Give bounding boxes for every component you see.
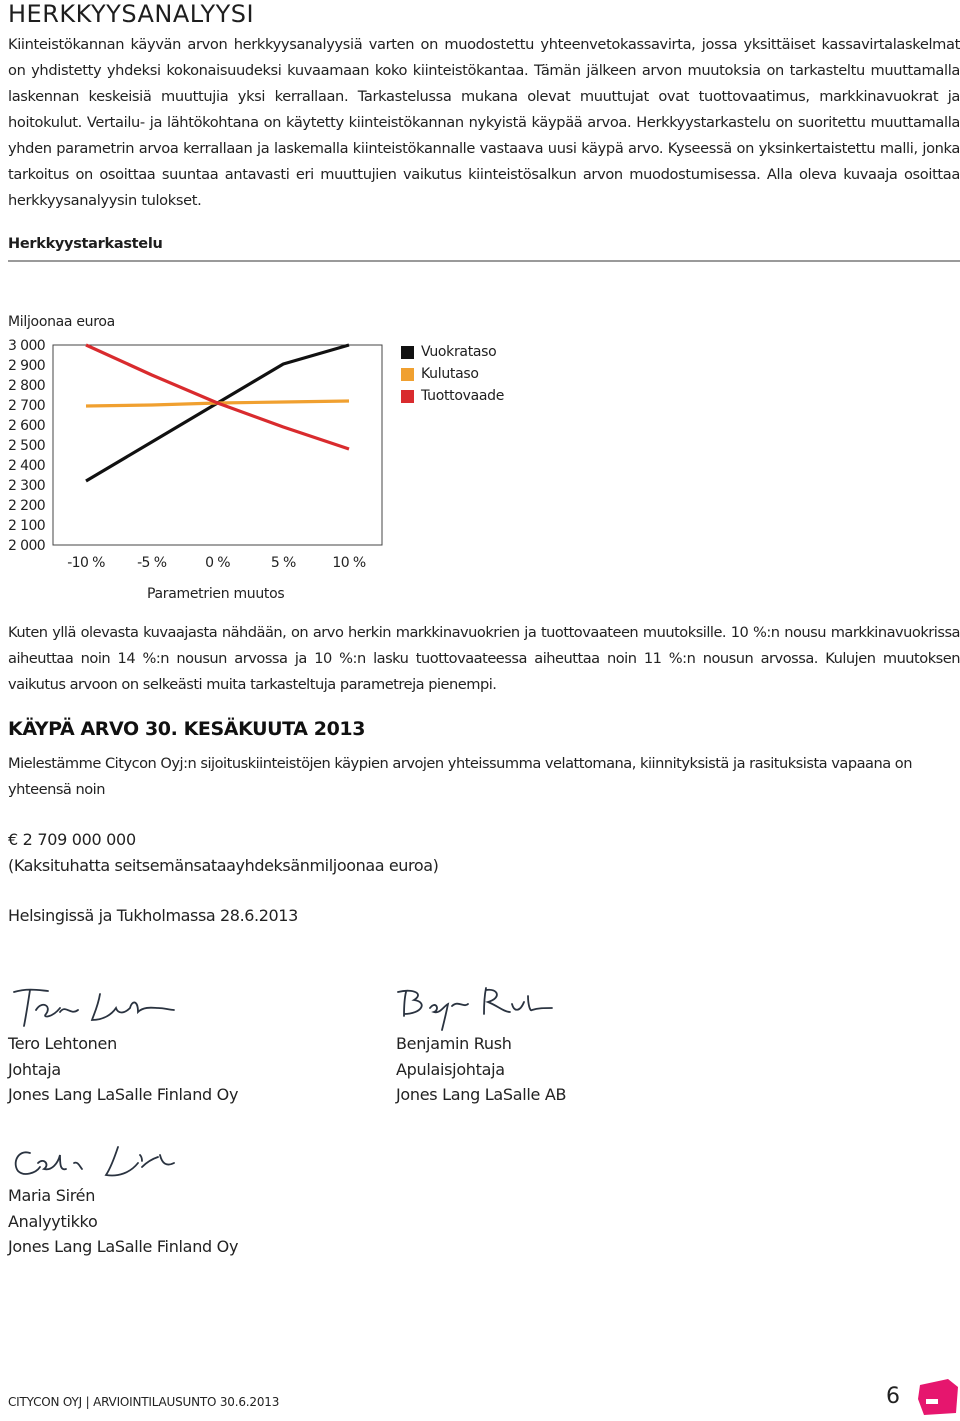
signature-benjamin-rush: [394, 978, 554, 1038]
section-heading: Herkkyystarkastelu: [8, 236, 163, 252]
y-tick-label: 2 200: [8, 498, 46, 514]
y-tick-label: 2 900: [8, 358, 46, 374]
y-tick-label: 2 000: [8, 538, 46, 554]
signatory-block: [8, 1183, 238, 1260]
citycon-logo-icon: [918, 1377, 960, 1417]
legend-label: Kulutaso: [421, 366, 479, 382]
signatory-title: Analyytikko: [8, 1211, 98, 1231]
valuation-amount: € 2 709 000 000: [8, 830, 136, 849]
legend-item-tuottovaade: [401, 385, 504, 407]
footer-text: CITYCON OYJ | ARVIOINTILAUSUNTO 30.6.2013: [8, 1395, 280, 1409]
legend-swatch: [401, 390, 414, 403]
signatory-block: [8, 1031, 238, 1108]
value-paragraph: Mielestämme Citycon Oyj:n sijoituskiinteistöjen käypien arvojen yhteissumma velattomana, kiinnityksistä ja rasituksista vapaana on yhteensä noin: [8, 755, 912, 798]
x-axis-label: Parametrien muutos: [147, 586, 285, 602]
series-line-tuottovaade: [86, 345, 349, 449]
place-and-date: Helsingissä ja Tukholmassa 28.6.2013: [8, 906, 298, 925]
signatory-name: Benjamin Rush: [396, 1034, 512, 1053]
signatory-block: [396, 1031, 566, 1108]
summary-paragraph: Kuten yllä olevasta kuvaajasta nähdään, on arvo herkin markkinavuokrien ja tuottovaateen muutoksille. 10 %:n nousu markkinavuokrissa aiheuttaa noin 14 %:n nousun arvossa ja 10 %:n lasku tuottovaateessa aiheuttaa noin 11 %:n nousun arvossa. Kulujen muutoksen vaikutus arvoon on selkeästi muita tarkasteltuja parametreja pienempi.: [8, 624, 960, 693]
page-number: 6: [886, 1384, 900, 1409]
x-tick-label: -5 %: [137, 555, 167, 571]
y-tick-label: 2 100: [8, 518, 46, 534]
legend-swatch: [401, 346, 414, 359]
y-tick-label: 2 500: [8, 438, 46, 454]
legend-item-kulutaso: [401, 363, 504, 385]
y-tick-label: 2 700: [8, 398, 46, 414]
legend-swatch: [401, 368, 414, 381]
page-title: HERKKYYSANALYYSI: [8, 0, 255, 28]
signatory-company: Jones Lang LaSalle AB: [396, 1085, 567, 1104]
signatory-name: Maria Sirén: [8, 1186, 96, 1205]
y-tick-label: 2 600: [8, 418, 46, 434]
x-tick-label: 5 %: [270, 555, 296, 571]
signature-tero-lehtonen: [8, 978, 178, 1038]
y-tick-label: 2 300: [8, 478, 46, 494]
valuation-amount-words: (Kaksituhatta seitsemänsataayhdeksänmiljoonaa euroa): [8, 856, 439, 875]
intro-paragraph: Kiinteistökannan käyvän arvon herkkyysanalyysiä varten on muodostettu yhteenvetokassavirta, jossa yksittäiset kassavirtalaskelmat on yhdistetty yhdeksi kokonaisuudeksi kuvaamaan koko kiinteistökantaa. Tämän jälkeen arvon muutoksia on tarkasteltu muuttamalla laskennan keskeisiä muuttujia yksi kerrallaan. Tarkastelussa mukana olevat muuttujat ovat tuottovaatimus, markkinavuokrat ja hoitokulut. Vertailu- ja lähtökohtana on käytetty kiinteistökannan nykyistä käypää arvoa. Herkkyystarkastelu on suoritettu muuttamalla yhden parametrin arvoa kerrallaan ja laskemalla kiinteistökannalle vastaava uusi käypä arvo. Kyseessä on yksinkertaistettu malli, jonka tarkoitus on osoittaa suuntaa antavasti eri muuttujien vaikutus kiinteistösalkun arvon muodostumisessa. Alla oleva kuvaaja osoittaa herkkyysanalyysin tulokset.: [8, 36, 960, 209]
signatory-company: Jones Lang LaSalle Finland Oy: [8, 1237, 239, 1256]
y-tick-label: 2 800: [8, 378, 46, 394]
signatory-title: Apulaisjohtaja: [396, 1059, 505, 1079]
x-tick-label: 0 %: [205, 555, 230, 571]
legend-label: Vuokrataso: [421, 344, 497, 360]
signatory-name: Tero Lehtonen: [8, 1034, 117, 1053]
legend-item-vuokrataso: [401, 341, 504, 363]
signatory-company: Jones Lang LaSalle Finland Oy: [8, 1085, 239, 1104]
sensitivity-line-chart: [0, 330, 400, 580]
signatory-title: Johtaja: [8, 1059, 61, 1079]
legend-label: Tuottovaade: [421, 388, 505, 404]
x-tick-label: 10 %: [332, 555, 366, 571]
x-tick-label: -10 %: [67, 555, 105, 571]
y-axis-unit-label: Miljoonaa euroa: [8, 314, 115, 330]
y-tick-label: 2 400: [8, 458, 46, 474]
section-divider: [8, 260, 960, 262]
series-line-vuokrataso: [86, 345, 349, 481]
chart-legend: [401, 341, 504, 407]
y-tick-label: 3 000: [8, 338, 46, 354]
value-heading: KÄYPÄ ARVO 30. KESÄKUUTA 2013: [8, 718, 366, 740]
